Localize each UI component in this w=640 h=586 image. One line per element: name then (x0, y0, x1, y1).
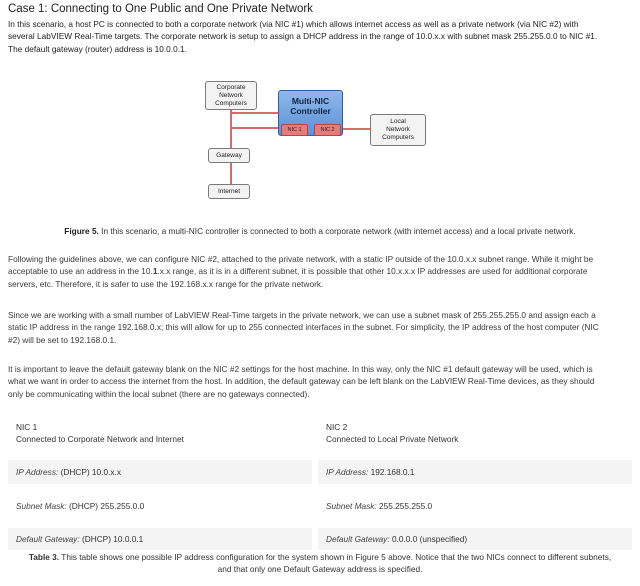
guidelines-paragraph (8, 253, 632, 290)
intro-line: several LabVIEW Real-Time targets. The corporate network is setup to assign a DHCP address in the range of 10.0.x.x with subnet mask 255.255.0.0 to NIC #1. (8, 31, 598, 42)
gateway-paragraph (8, 363, 632, 400)
nic2-heading: NIC 2 (326, 421, 348, 432)
intro-line: The default gateway (router) address is 10.0.0.1. (8, 43, 187, 54)
subnet-line: Since we are working with a small number of LabVIEW Real-Time targets in the private network, we can use a subnet mask of 255.255.255.0 and assign each a (8, 310, 596, 320)
nic2-header (318, 415, 632, 451)
ip-config-table (8, 415, 632, 549)
internet-box: Internet (208, 184, 250, 199)
local-label-line: Network (386, 126, 410, 133)
intro-paragraph (8, 18, 632, 55)
network-diagram (196, 74, 466, 204)
wire-gateway-to-internet (230, 163, 232, 185)
nic2-mask-cell: Subnet Mask: 255.255.255.0 (326, 500, 433, 511)
nic1-heading: NIC 1 (16, 421, 38, 432)
intro-line: In this scenario, a host PC is connected to both a corporate network (via NIC #1) which allows internet access as well as a private network (via NIC #2) with (8, 19, 579, 29)
guidelines-line: servers, etc. Therefore, it is safer to use the 192.168.x.x range for the private network. (8, 278, 324, 289)
nic2-port: NIC 2 (314, 124, 341, 136)
nic1-subheading: Connected to Corporate Network and Internet (16, 434, 184, 444)
controller-label-line: Multi-NIC (291, 96, 330, 106)
corporate-label-line: Corporate (216, 83, 246, 91)
nic1-mask-cell: Subnet Mask: (DHCP) 255.255.0.0 (16, 500, 145, 511)
table-caption-text: This table shows one possible IP address configuration for the system shown in Figure 5 above. Notice that the two NICs connect to different subnets, (59, 552, 612, 562)
nic2-gateway-cell: Default Gateway: 0.0.0.0 (unspecified) (318, 528, 632, 550)
guidelines-line: acceptable to use an address in the 10.1.x.x range, as it is in a different subnet, it is possible that other 10.x.x.x IP addresses are used for additional corporate (8, 266, 588, 277)
subnet-line: #2) will be set to 192.168.0.1. (8, 334, 117, 345)
subnet-line: static IP address in the range 192.168.0.x; this will allow for up to 255 connected interfaces in the subnet. For simplicity, the IP address of the host computer (NIC (8, 322, 599, 333)
figure-caption (0, 226, 640, 236)
gateway-line: only be communicating within the local subnet (there are no gateways connected). (8, 388, 310, 399)
wire-corporate-to-controller (231, 112, 279, 114)
table-caption (8, 551, 632, 575)
multi-nic-controller (278, 90, 343, 136)
figure-caption-label: Figure 5. (64, 226, 99, 236)
corporate-label-line: Computers (215, 99, 247, 107)
corporate-label-line: Network (219, 91, 243, 99)
table-caption-label: Table 3. (28, 552, 60, 562)
controller-label-line: Controller (290, 106, 331, 116)
wire-nic2-to-local (342, 128, 370, 130)
nic1-gateway-cell: Default Gateway: (DHCP) 10.0.0.1 (8, 528, 312, 550)
table-caption-text: and that only one Default Gateway address is specified. (217, 564, 423, 574)
gateway-box: Gateway (208, 148, 250, 163)
local-label-line: Local (390, 118, 406, 125)
gateway-line: what we want in order to access the internet from the host. In addition, the default gateway can be left blank on the LabVIEW Real-Time devices, as they should (8, 376, 595, 387)
corporate-network-box (205, 81, 257, 110)
nic2-ip-cell: IP Address: 192.168.0.1 (318, 460, 632, 484)
nic1-header (8, 415, 312, 451)
nic1-port: NIC 1 (281, 124, 308, 136)
section-title: Case 1: Connecting to One Public and One Private Network (8, 3, 313, 15)
guidelines-line: Following the guidelines above, we can configure NIC #2, attached to the private network, with a static IP outside of the 10.0.x.x subnet range. While it might be (8, 254, 594, 264)
nic2-subheading: Connected to Local Private Network (326, 434, 459, 444)
nic1-ip-cell: IP Address: (DHCP) 10.0.x.x (8, 460, 312, 484)
figure-caption-text: In this scenario, a multi-NIC controller is connected to both a corporate network (with internet access) and a local private network. (98, 226, 576, 236)
local-label-line: Computers (382, 134, 414, 141)
local-network-box (370, 114, 426, 146)
subnet-paragraph (8, 309, 632, 346)
gateway-line: It is important to leave the default gateway blank on the NIC #2 settings for the host machine. In this way, only the NIC #1 default gateway will be used, which is (8, 364, 593, 374)
